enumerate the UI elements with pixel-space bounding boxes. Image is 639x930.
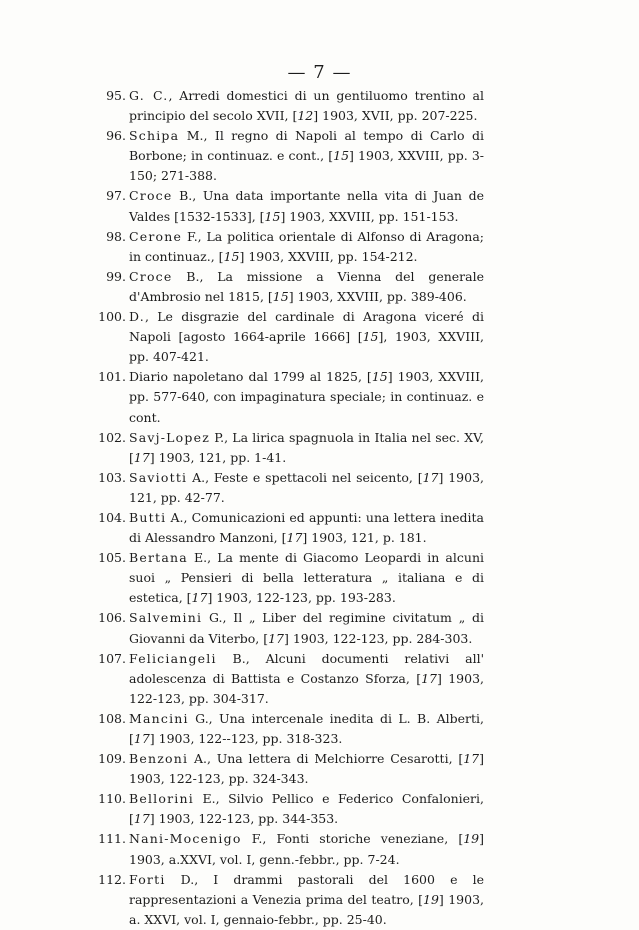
entry-text: F., La politica orientale di Alfonso di Aragona; in continuaz., [ [129,228,484,264]
entry-number: 106. [98,610,126,626]
entry-citation: ] 1903, 122-123, pp. 284-303. [283,630,473,646]
bibliography-entry-103 [90,468,484,508]
entry-author: D. [129,309,145,325]
bibliography-entry-111 [90,829,484,869]
bibliography-entry-100 [90,307,484,367]
entry-citation: ] 1903, 121, pp. 1-41. [149,449,287,465]
entry-citation: ] 1903, XXVIII, pp. 154-212. [239,248,418,264]
entry-volume: 17 [463,751,480,767]
entry-text: P., La lirica spagnuola in Italia nel sec. XV, [ [129,429,484,465]
bibliography-entry-109 [90,749,484,789]
entry-citation: ] 1903, XVII, pp. 207-225. [313,108,478,124]
bibliography-entry-105 [90,548,484,608]
entry-number: 105. [98,550,126,566]
bibliography-entry-102 [90,428,484,468]
entry-volume: 17 [268,630,284,646]
entry-author: Salvemini [129,610,203,626]
entry-author: Saviotti [129,469,188,485]
entry-citation: ] 1903, 122--123, pp. 318-323. [149,731,343,746]
bibliography-entry-96 [90,126,484,186]
bibliography-entry-106 [90,608,484,648]
entry-volume: 15 [272,288,289,304]
entry-text: A., Feste e spettacoli nel seicento, [ [187,469,423,485]
entry-volume: 15 [371,369,388,385]
entry-citation: ] 1903, XXVIII, pp. 3-150; 271-388. [129,148,484,184]
entry-author: Benzoni [129,751,189,767]
entry-volume: 17 [286,530,303,546]
entry-volume: 12 [297,108,314,124]
entry-text: B., Una data importante nella vita di Juan de Valdes [1532-1533], [ [129,188,484,224]
entry-number: 102. [98,429,126,445]
entry-author: Mancini [129,710,189,726]
bibliography-list [90,86,484,930]
entry-author: Forti [129,871,166,887]
entry-volume: 19 [463,831,480,847]
entry-number: 104. [98,509,126,525]
entry-citation: ] 1903, 122-123, pp. 324-343. [129,751,484,787]
entry-author: Schipa [129,128,180,144]
entry-text: B., Alcuni documenti relativi all' adolescenza di Battista e Costanzo Sforza, [ [129,650,484,686]
entry-text: D., I drammi pastorali del 1600 e le rappresentazioni a Venezia prima del teatro, [ [129,871,484,907]
entry-volume: 17 [422,469,439,485]
entry-number: 112. [98,871,126,887]
entry-author: Feliciangeli [129,650,217,666]
entry-author: Croce [129,188,173,204]
bibliography-entry-95 [90,86,484,126]
entry-number: 95. [106,88,126,103]
entry-citation: ] 1903, 121, p. 181. [302,530,427,546]
bibliography-entry-110 [90,789,484,829]
bibliography-entry-108 [90,709,484,749]
entry-author: Butti [129,509,167,525]
bibliography-entry-99 [90,267,484,307]
entry-number: 96. [106,128,126,144]
entry-text: F., Fonti storiche veneziane, [ [241,831,464,847]
entry-author: Nani-Mocenigo [129,831,242,847]
entry-text: , Le disgrazie del cardinale di Aragona viceré di Napoli [agosto 1664-aprile 1666] [ [129,309,484,345]
bibliography-entry-107 [90,649,484,709]
entry-number: 103. [98,469,126,485]
entry-citation: ] 1903, a.XXVI, vol. I, genn.-febbr., pp. 7-24. [129,831,484,867]
entry-author: Bellorini [129,791,194,807]
entry-author: Cerone [129,228,183,244]
entry-citation: ] 1903, XXVIII, pp. 389-406. [288,288,467,304]
entry-citation: ] 1903, 121, pp. 42-77. [129,469,484,505]
entry-number: 109. [98,751,126,767]
entry-volume: 19 [423,891,439,907]
entry-number: 111. [98,831,126,847]
bibliography-entry-104 [90,508,484,548]
entry-number: 107. [98,650,126,666]
entry-text: A., Una lettera di Melchiorre Cesarotti, [ [188,751,464,767]
entry-volume: 15 [264,208,281,224]
bibliography-entry-101 [90,367,484,427]
entry-text: , Arredi domestici di un gentiluomo trentino al principio del secolo XVII, [ [129,88,484,124]
entry-citation: ] 1903, 122-123, pp. 344-353. [149,811,339,827]
entry-text: E., Silvio Pellico e Federico Confalonieri, [ [129,791,484,827]
entry-volume: 15 [223,248,240,264]
entry-number: 99. [106,268,126,284]
entry-volume: 17 [191,590,208,606]
entry-number: 101. [98,369,126,385]
bibliography-entry-98 [90,227,484,267]
entry-author: Bertana [129,550,188,566]
entry-volume: 17 [133,449,150,465]
entry-text: A., Comunicazioni ed appunti: una lettera inedita di Alessandro Manzoni, [ [129,509,484,546]
entry-volume: 17 [133,811,150,827]
entry-citation: ] 1903, a. XXVI, vol. I, gennaio-febbr., pp. 25-40. [129,891,484,927]
entry-citation: ] 1903, XXVIII, pp. 577-640, con impaginatura speciale; in continuaz. e cont. [129,369,484,425]
entry-text: M., Il regno di Napoli al tempo di Carlo di Borbone; in continuaz. e cont., [ [129,128,484,164]
entry-number: 110. [98,791,126,807]
entry-volume: 17 [421,670,437,686]
entry-text: G., Il „ Liber del regimine civitatum „ di Giovanni da Viterbo, [ [129,610,484,646]
entry-number: 97. [106,188,126,204]
entry-number: 98. [106,228,126,244]
entry-citation: ], 1903, XXVIII, pp. 407-421. [129,329,484,365]
entry-volume: 15 [333,148,350,164]
entry-text: E., La mente di Giacomo Leopardi in alcuni suoi „ Pensieri di bella letteratura „ italiana e di estetica, [ [129,550,484,606]
entry-number: 100. [98,309,126,325]
entry-number: 108. [98,710,126,726]
entry-author: G. C. [129,88,169,103]
entry-text: Diario napoletano dal 1799 al 1825, [ [129,369,372,385]
entry-citation: ] 1903, 122-123, pp. 304-317. [129,670,484,706]
bibliography-entry-97 [90,186,484,226]
entry-text: G., Una intercenale inedita di L. B. Alberti, [ [129,710,484,746]
entry-author: Savj-Lopez [129,429,210,445]
page-number: — 7 — [287,62,352,83]
entry-citation: ] 1903, 122-123, pp. 193-283. [207,590,396,606]
entry-citation: ] 1903, XXVIII, pp. 151-153. [280,208,459,224]
entry-text: B., La missione a Vienna del generale d'Ambrosio nel 1815, [ [129,268,484,304]
entry-volume: 15 [362,329,379,345]
entry-volume: 17 [133,731,150,746]
entry-author: Croce [129,268,173,284]
